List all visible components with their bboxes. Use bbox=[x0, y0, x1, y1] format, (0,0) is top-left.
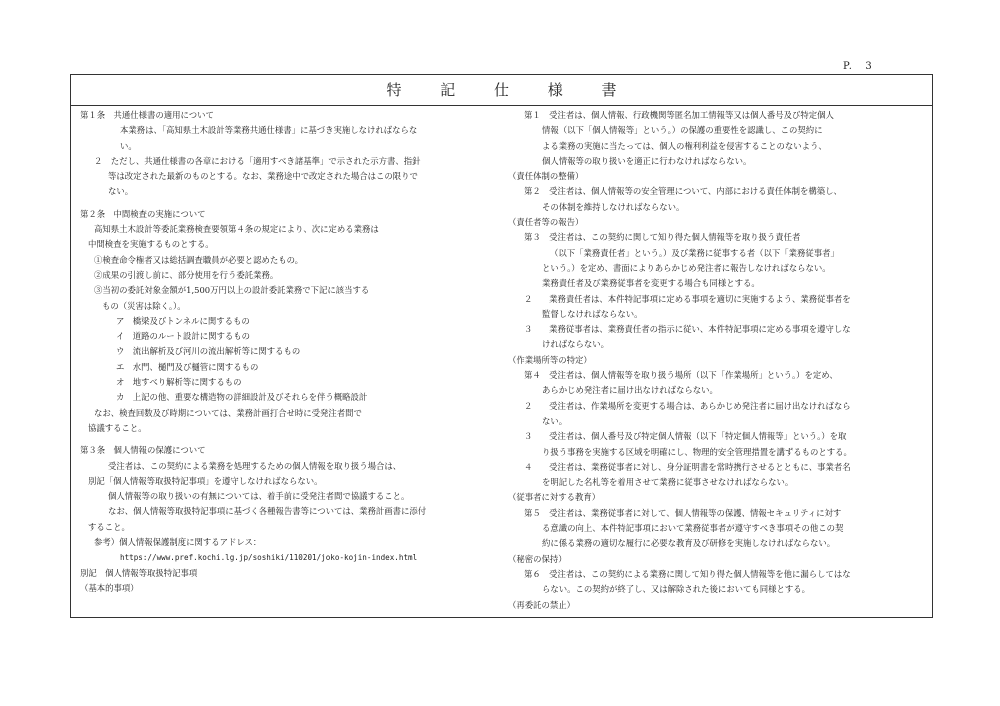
left-text-line: 第１条 共通仕様書の適用について bbox=[80, 110, 214, 120]
right-text-line: よる業務の実施に当たっては、個人の権利利益を侵害することのないよう、 bbox=[542, 140, 827, 151]
paragraph-gap bbox=[80, 200, 495, 207]
right-text-line: という。）を定め、書面によりあらかじめ発注者に報告しなければならない。 bbox=[542, 262, 831, 273]
right-text-line: 第４ 受注者は、個人情報等を取り扱う場所（以下「作業場所」という。）を定め、 bbox=[524, 370, 838, 381]
document-title: 特 記 仕 様 書 bbox=[71, 75, 932, 106]
left-text-line: ②成果の引渡し前に、部分使用を行う委託業務。 bbox=[94, 269, 279, 280]
right-text-line: ４ 受注者は、業務従事者に対し、身分証明書を常時携行させるとともに、事業者名 bbox=[524, 461, 851, 472]
right-text-line: 第６ 受注者は、この契約による業務に関して知り得た個人情報等を他に漏らしてはな bbox=[524, 568, 851, 579]
right-text-line: 第２ 受注者は、個人情報等の安全管理について、内部における責任体制を構築し、 bbox=[524, 186, 842, 197]
left-text-line: ない。 bbox=[108, 186, 134, 197]
right-text-line: 約に係る業務の適切な履行に必要な教育及び研修を実施しなければならない。 bbox=[542, 538, 836, 549]
right-text-line: り扱う事務を実施する区域を明確にし、物理的安全管理措置を講ずるものとする。 bbox=[542, 446, 852, 457]
left-text-line: 別記「個人情報等取扱特記事項」を遵守しなければならない。 bbox=[88, 475, 323, 486]
right-text-line: （作業場所等の特定） bbox=[508, 354, 592, 365]
left-text-line: 第２条 中間検査の実施について bbox=[80, 208, 206, 219]
left-text-line: 中間検査を実施するものとする。 bbox=[88, 239, 214, 250]
left-text-line: 高知県土木設計等委託業務検査要領第４条の規定により、次に定める業務は bbox=[94, 224, 379, 235]
right-text-line: （再委託の禁止） bbox=[508, 599, 575, 610]
right-text-line: 第１ 受注者は、個人情報、行政機関等匿名加工情報等又は個人番号及び特定個人 bbox=[524, 110, 834, 120]
right-text-line: 情報（以下「個人情報等」という。）の保護の重要性を認識し、この契約に bbox=[542, 125, 823, 136]
right-text-line: らない。この契約が終了し、又は解除された後においても同様とする。 bbox=[542, 584, 810, 595]
left-text-line: い。 bbox=[120, 140, 137, 151]
left-text-line: ③当初の委託対象金額が1,500万円以上の設計委託業務で下記に該当する bbox=[94, 285, 370, 296]
right-text-line: ３ 業務従事者は、業務責任者の指示に従い、本件特記事項に定める事項を遵守しな bbox=[524, 324, 851, 335]
left-text-line: オ 地すべり解析等に関するもの bbox=[116, 377, 242, 388]
paragraph-gap bbox=[80, 436, 495, 443]
left-text-line: なお、検査回数及び時期については、業務計画打合せ時に受発注者間で bbox=[94, 407, 362, 418]
left-text-line: イ 道路のルート設計に関するもの bbox=[116, 331, 250, 342]
right-text-line: 第５ 受注者は、業務従事者に対して、個人情報等の保護、情報セキュリティに対す bbox=[524, 507, 842, 518]
right-text-line: ければならない。 bbox=[542, 339, 609, 350]
left-column bbox=[80, 108, 495, 596]
left-text-line: 個人情報等の取り扱いの有無については、着手前に受発注者間で協議すること。 bbox=[108, 491, 410, 502]
right-text-line: 監督しなければならない。 bbox=[542, 308, 643, 319]
left-text-line: （基本的事項） bbox=[80, 582, 139, 593]
left-text-line: もの（災害は除く。）。 bbox=[102, 300, 186, 311]
right-text-line: 個人情報等の取り扱いを適正に行わなければならない。 bbox=[542, 155, 752, 166]
left-text-line: ２ ただし、共通仕様書の各章における「適用すべき諸基準」で示された示方書、指針 bbox=[94, 155, 421, 166]
right-text-line: （従事者に対する教育） bbox=[508, 492, 601, 503]
right-text-line: ２ 業務責任者は、本件特記事項に定める事項を適切に実施するよう、業務従事者を bbox=[524, 293, 851, 304]
right-text-line: ２ 受注者は、作業場所を変更する場合は、あらかじめ発注者に届け出なければなら bbox=[524, 400, 851, 411]
right-text-line: （責任者等の報告） bbox=[508, 217, 584, 228]
left-text-line: https://www.pref.kochi.lg.jp/soshiki/110201/joko-kojin-index.html bbox=[120, 553, 418, 563]
right-column bbox=[508, 108, 928, 613]
left-text-line: エ 水門、樋門及び樋管に関するもの bbox=[116, 361, 259, 372]
left-text-line: すること。 bbox=[88, 521, 130, 532]
right-text-line: その体制を維持しなければならない。 bbox=[542, 201, 685, 212]
right-text-line: 業務責任者及び業務従事者を変更する場合も同様とする。 bbox=[542, 278, 760, 289]
right-text-line: （秘密の保持） bbox=[508, 553, 567, 564]
right-text-line: ３ 受注者は、個人番号及び特定個人情報（以下「特定個人情報等」という。）を取 bbox=[524, 431, 847, 442]
right-text-line: ない。 bbox=[542, 415, 568, 426]
left-text-line: カ 上記の他、重要な構造物の詳細設計及びそれらを伴う概略設計 bbox=[116, 392, 368, 403]
left-text-line: 本業務は、「高知県土木設計等業務共通仕様書」に基づき実施しなければならな bbox=[120, 125, 418, 136]
left-text-line: ①検査命令権者又は総括調査職員が必要と認めたもの。 bbox=[94, 254, 304, 265]
left-text-line: 別記 個人情報等取扱特記事項 bbox=[80, 567, 198, 578]
left-text-line: 参考）個人情報保護制度に関するアドレス： bbox=[94, 537, 262, 548]
right-text-line: を明記した名札等を着用させて業務に従事させなければならない。 bbox=[542, 477, 794, 488]
left-text-line: 受注者は、この契約による業務を処理するための個人情報を取り扱う場合は、 bbox=[108, 460, 402, 471]
right-text-line: 第３ 受注者は、この契約に関して知り得た個人情報等を取り扱う責任者 bbox=[524, 232, 801, 243]
left-text-line: ア 橋梁及びトンネルに関するもの bbox=[116, 315, 250, 326]
left-text-line: 第３条 個人情報の保護について bbox=[80, 445, 206, 456]
left-text-line: ウ 流出解析及び河川の流出解析等に関するもの bbox=[116, 346, 301, 357]
right-text-line: （以下「業務責任者」という。）及び業務に従事する者（以下「業務従事者」 bbox=[550, 247, 839, 258]
document-frame bbox=[70, 74, 933, 618]
left-text-line: 協議すること。 bbox=[88, 422, 147, 433]
left-text-line: 等は改定された最新のものとする。なお、業務途中で改定された場合はこの限りで bbox=[108, 171, 418, 182]
right-text-line: あらかじめ発注者に届け出なければならない。 bbox=[542, 385, 718, 396]
left-text-line: なお、個人情報等取扱特記事項に基づく各種報告書等については、業務計画書に添付 bbox=[108, 506, 427, 517]
right-text-line: （責任体制の整備） bbox=[508, 171, 584, 182]
right-text-line: る意識の向上、本件特記事項において業務従事者が遵守すべき事項その他この契 bbox=[542, 523, 844, 534]
page-number: P. 3 bbox=[843, 61, 873, 72]
